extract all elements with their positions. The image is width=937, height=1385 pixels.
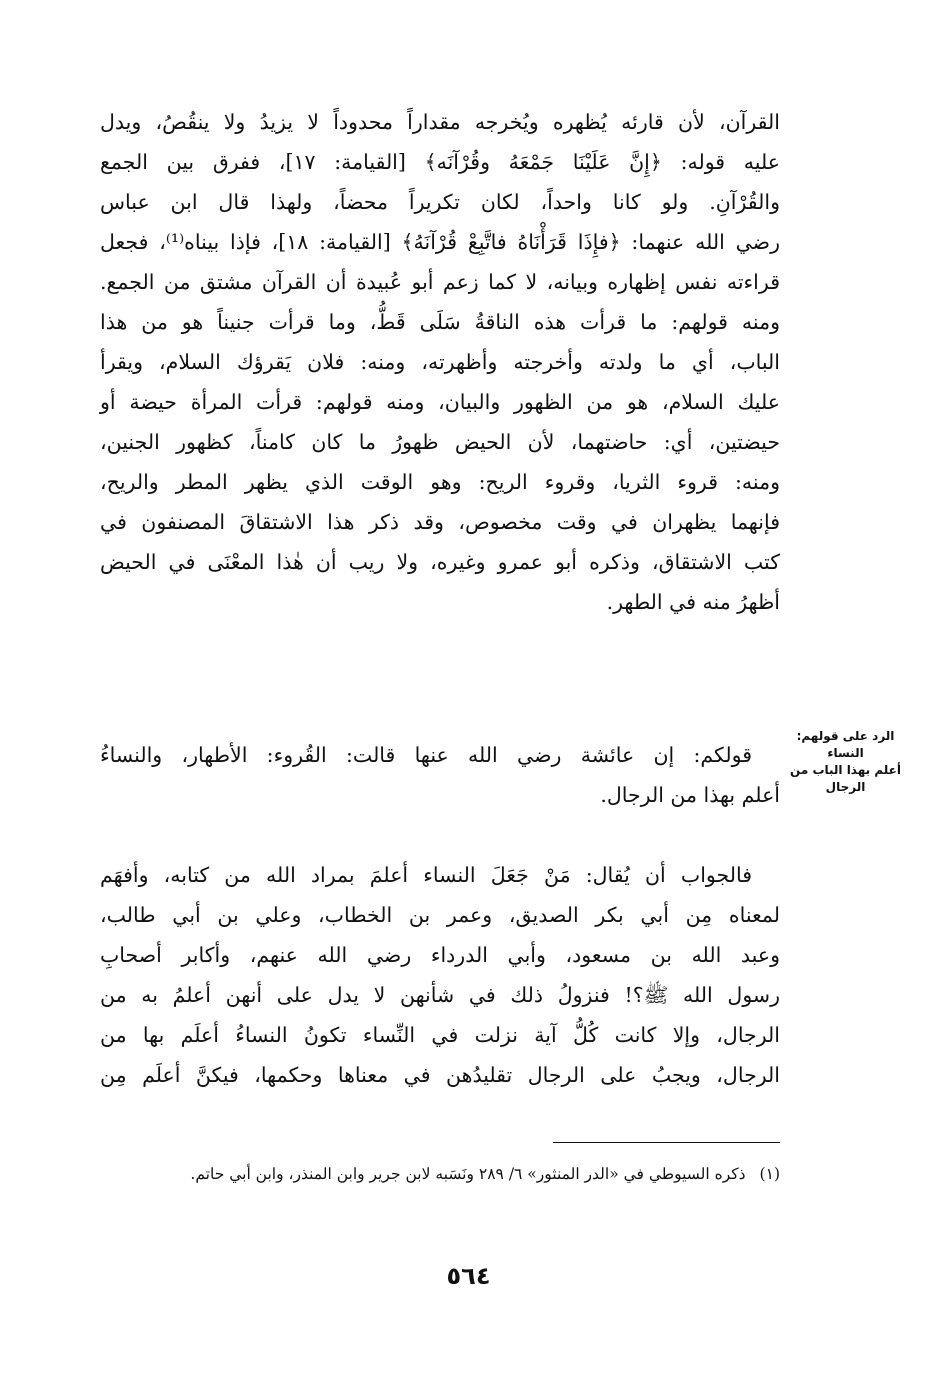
text-line: كتب الاشتقاق، وذكره أبو عمرو وغيره، ولا ريب أن هٰذا المعْنَى في الحيض [100, 550, 780, 574]
text-line: رسول الله ﷺ؟! فنزولُ ذلك في شأنهن لا يدل على أنهن أعلمُ به من [100, 983, 780, 1007]
text-line: لمعناه مِن أبي بكر الصديق، وعمر بن الخطاب، وعلي بن أبي طالب، [100, 903, 780, 927]
text-line: ومنه: قروء الثريا، وقروء الريح: وهو الوقت الذي يظهر المطر والريح، [100, 470, 780, 494]
text-line: قراءته نفس إظهاره وبيانه، لا كما زعم أبو عُبيدة أن القرآن مشتق من الجمع. [100, 270, 780, 294]
footnote-number: (١) [759, 1165, 780, 1183]
text-line: القرآن، لأن قارئه يُظهره ويُخرجه مقداراً محدوداً لا يزيدُ ولا ينقُصُ، ويدل [100, 110, 780, 134]
text-line: عليك السلام، هو من الظهور والبيان، ومنه قولهم: قرأت المرأة حيضة أو [100, 390, 780, 414]
text-line: أظهرُ منه في الطهر. [606, 590, 780, 614]
text-line: الرجال، وإلا كانت كُلُّ آية نزلت في النِّساء تكونُ النساءُ أعلَم بها من [100, 1023, 780, 1047]
text-line: ومنه قولهم: ما قرأت هذه الناقةُ سَلَى قَطُّ، وما قرأت جنيناً هو من هذا [100, 310, 780, 334]
paragraph-quran-etymology [100, 102, 780, 622]
paragraph-claim [100, 735, 780, 815]
text-line: فإنهما يظهران في وقت مخصوص، وقد ذكر هذا الاشتقاقَ المصنفون في [100, 510, 780, 534]
margin-note [783, 728, 908, 796]
text-line: قولكم: إن عائشة رضي الله عنها قالت: القُروء: الأطهار، والنساءُ [100, 743, 752, 767]
footnote [100, 1158, 780, 1190]
footnote-text: ذكره السيوطي في «الدر المنثور» ٦/ ٢٨٩ ونَسَبه لابن جرير وابن المنذر، وابن أبي حاتم. [190, 1165, 746, 1183]
paragraph-answer [100, 855, 780, 1095]
text-line: عليه قوله: ﴿إِنَّ عَلَيْنَا جَمْعَهُ وقُرْآنَه﴾ [القيامة: ١٧]، ففرق بين الجمع [100, 150, 781, 174]
margin-note-line: الرجال [825, 780, 866, 794]
text-line: وعبد الله بن مسعود، وأبي الدرداء رضي الله عنهم، وأكابر أصحابِ [100, 943, 780, 967]
margin-note-line: الرد على قولهم: النساء [796, 729, 895, 760]
page-number: ٥٦٤ [446, 1262, 491, 1290]
text-line: أعلم بهذا من الرجال. [600, 783, 780, 807]
footnote-separator [553, 1142, 780, 1143]
text-line: والقُرْآنِ. ولو كانا واحداً، لكان تكريراً محضاً، ولهذا قال ابن عباس [100, 190, 780, 214]
margin-note-line: أعلم بهذا الباب من [790, 763, 901, 777]
text-line: الرجال، ويجبُ على الرجال تقليدُهن في معناها وحكمها، فيكنَّ أعلَم مِن [100, 1063, 780, 1087]
text-line: الباب، أي ما ولدته وأخرجته وأظهرته، ومنه: فلان يَقرؤك السلام، ويقرأ [100, 350, 780, 374]
text-line: فالجواب أن يُقال: مَنْ جَعَلَ النساء أعلمَ بمراد الله من كتابه، وأفهَم [100, 863, 752, 887]
text-line: رضي الله عنهما: ﴿فإِذَا قَرَأْنَاهُ فاتَّبِعْ قُرْآنَهُ﴾ [القيامة: ١٨]، فإذا بيناه⁽¹⁾، فجعل [100, 230, 780, 254]
text-line: حيضتين، أي: حاضتهما، لأن الحيض ظهورُ ما كان كامناً، كظهور الجنين، [100, 430, 780, 454]
